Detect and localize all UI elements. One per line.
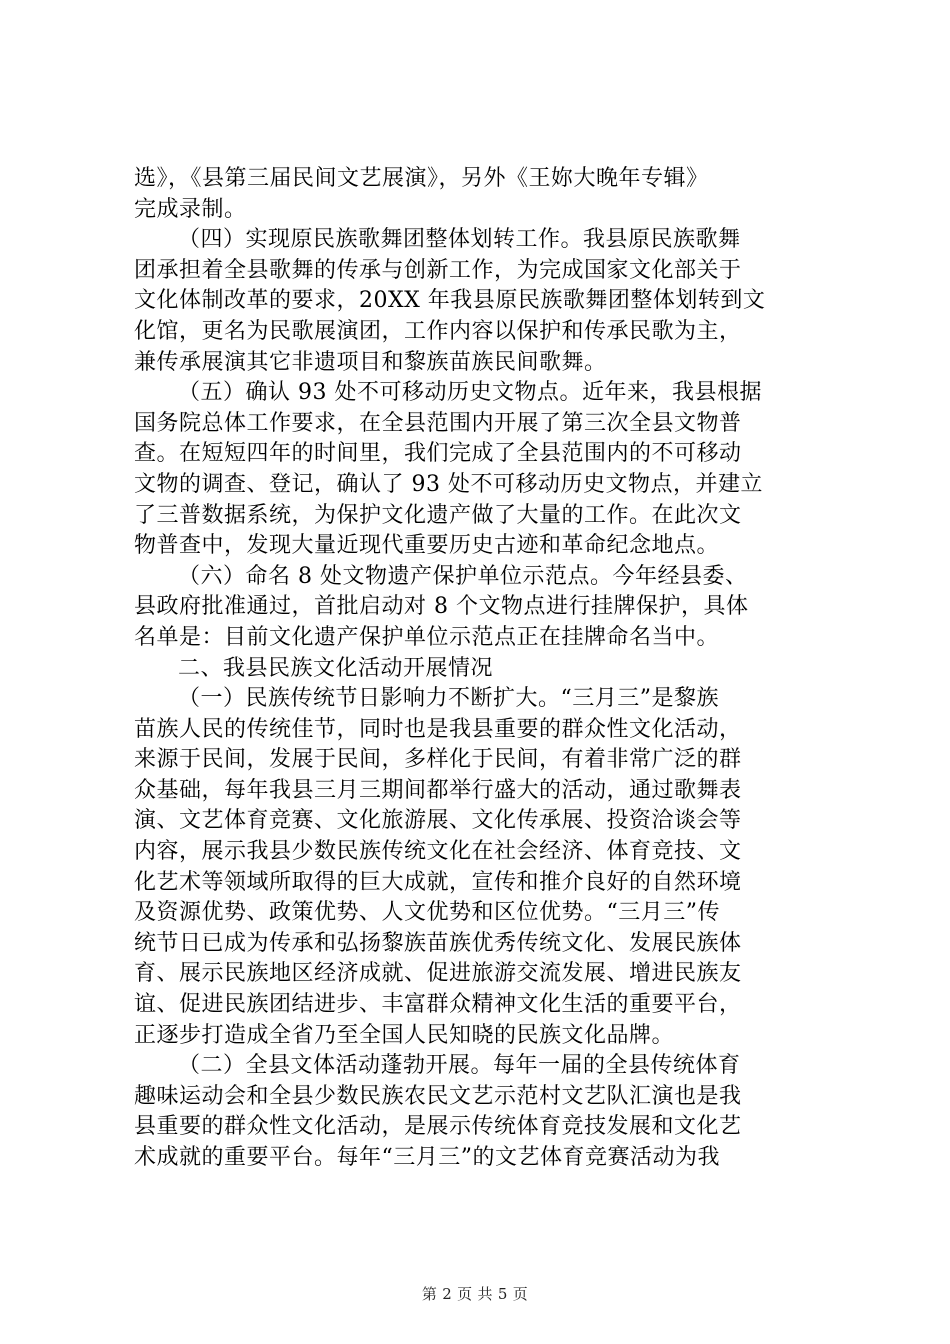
text-line: 苗族人民的传统佳节，同时也是我县重要的群众性文化活动， [134,716,742,742]
text-line: 查。在短短四年的时间里，我们完成了全县范围内的不可移动 [134,441,742,467]
text-line: 完成录制。 [134,196,247,222]
text-line: 县重要的群众性文化活动，是展示传统体育竞技发展和文化艺 [134,1114,742,1140]
text-line: 了三普数据系统，为保护文化遗产做了大量的工作。在此次文 [134,502,742,528]
paragraph-start-line: （一）民族传统节日影响力不断扩大。“三月三”是黎族 [178,686,719,712]
text-line: 趣味运动会和全县少数民族农民文艺示范村文艺队汇演也是我 [134,1083,742,1109]
text-line: 来源于民间，发展于民间，多样化于民间，有着非常广泛的群 [134,747,742,773]
text-line: 演、文艺体育竞赛、文化旅游展、文化传承展、投资洽谈会等 [134,808,742,834]
text-line: 国务院总体工作要求，在全县范围内开展了第三次全县文物普 [134,410,742,436]
text-line: 名单是：目前文化遗产保护单位示范点正在挂牌命名当中。 [134,624,720,650]
text-line: 选》，《县第三届民间文艺展演》，另外《王妳大晚年专辑》 [134,166,709,191]
paragraph-start-line: （五）确认 93 处不可移动历史文物点。近年来，我县根据 [178,380,762,406]
text-line: 兼传承展演其它非遗项目和黎族苗族民间歌舞。 [134,349,607,375]
text-line: 团承担着全县歌舞的传承与创新工作，为完成国家文化部关于 [134,257,742,283]
text-line: 及资源优势、政策优势、人文优势和区位优势。“三月三”传 [134,900,720,926]
text-line: 物普查中，发现大量近现代重要历史古迹和革命纪念地点。 [134,533,720,559]
text-line: 文物的调查、登记，确认了 93 处不可移动历史文物点，并建立 [134,471,763,497]
paragraph-start-line: （二）全县文体活动蓬勃开展。每年一届的全县传统体育 [178,1053,741,1079]
text-line: 化馆，更名为民歌展演团，工作内容以保护和传承民歌为主， [134,318,742,344]
text-line: 统节日已成为传承和弘扬黎族苗族优秀传统文化、发展民族体 [134,930,742,956]
text-line: 内容，展示我县少数民族传统文化在社会经济、体育竞技、文 [134,839,742,865]
text-line: 化艺术等领域所取得的巨大成就，宣传和推介良好的自然环境 [134,869,742,895]
text-line: 正逐步打造成全省乃至全国人民知晓的民族文化品牌。 [134,1022,675,1048]
paragraph-start-line: （六）命名 8 处文物遗产保护单位示范点。今年经县委、 [178,563,748,589]
text-line: 谊、促进民族团结进步、丰富群众精神文化生活的重要平台， [134,992,742,1018]
paragraph-start-line: （四）实现原民族歌舞团整体划转工作。我县原民族歌舞 [178,227,741,253]
text-line: 县政府批准通过，首批启动对 8 个文物点进行挂牌保护，具体 [134,594,749,620]
page-number-footer: 第 2 页 共 5 页 [421,1285,529,1303]
text-line: 众基础，每年我县三月三期间都举行盛大的活动，通过歌舞表 [134,777,742,803]
body-text [134,164,834,1174]
section-heading: 二、我县民族文化活动开展情况 [178,655,494,681]
text-line: 文化体制改革的要求，20XX 年我县原民族歌舞团整体划转到文 [134,288,766,314]
text-line: 育、展示民族地区经济成就、促进旅游交流发展、增进民族友 [134,961,742,987]
text-line: 术成就的重要平台。每年“三月三”的文艺体育竞赛活动为我 [134,1145,720,1170]
